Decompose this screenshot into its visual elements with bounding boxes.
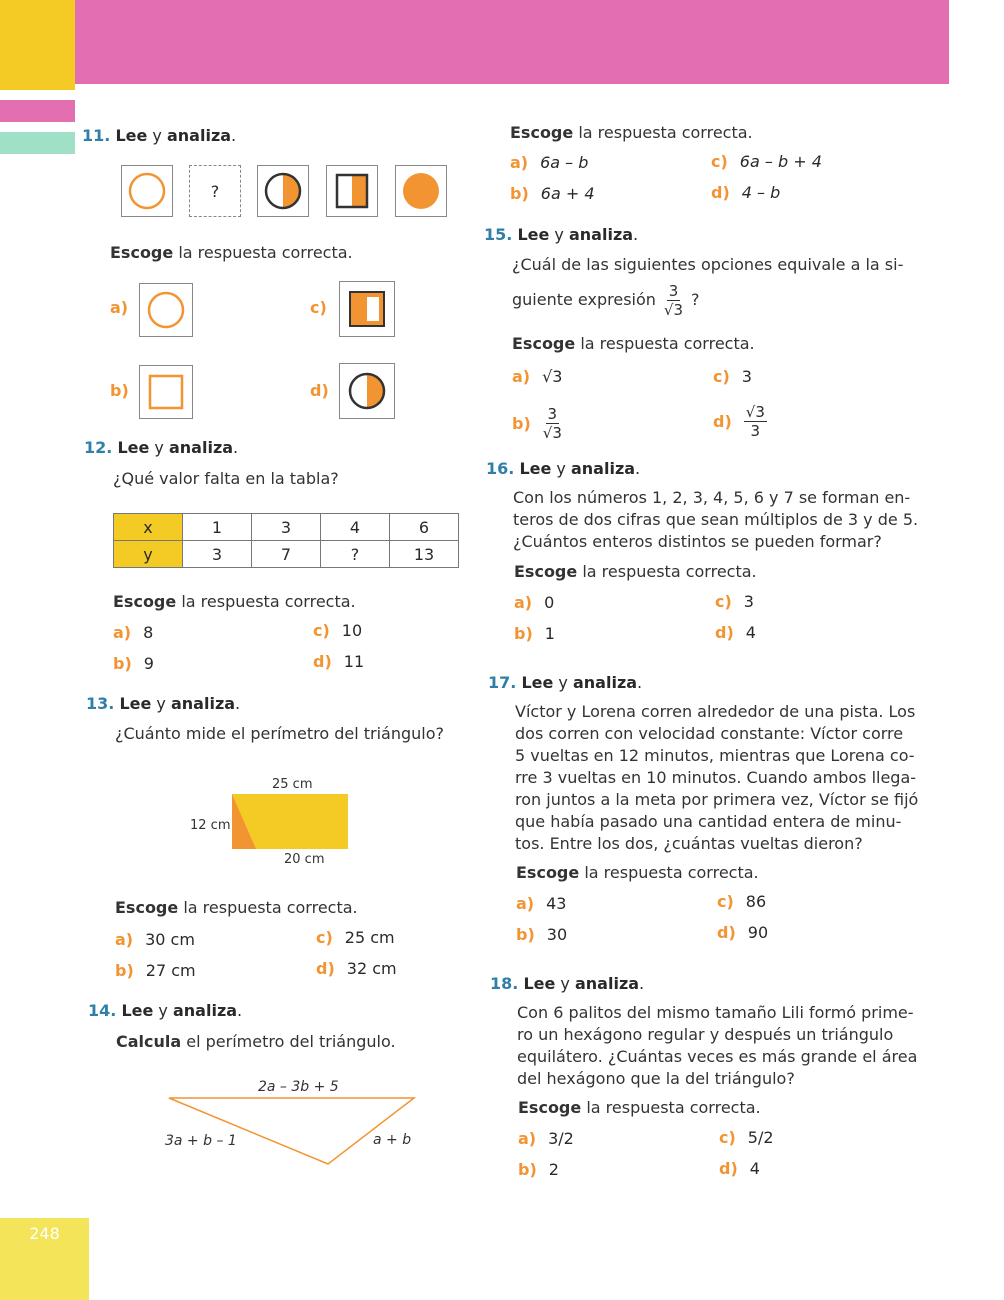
square-empty-icon (140, 366, 192, 418)
q18-option-d[interactable]: d) 4 (719, 1159, 760, 1178)
q13-option-c[interactable]: c) 25 cm (316, 928, 395, 947)
q13-label-bottom: 20 cm (284, 852, 325, 867)
q13-option-a[interactable]: a) 30 cm (115, 930, 195, 949)
q17-instruction: Escoge la respuesta correcta. (516, 863, 759, 882)
q18-option-a[interactable]: a) 3/2 (518, 1129, 574, 1148)
q18-option-c[interactable]: c) 5/2 (719, 1128, 774, 1147)
q12-option-b[interactable]: b) 9 (113, 654, 154, 673)
q14-option-c[interactable]: c) 6a – b + 4 (711, 152, 822, 171)
q15-expression: $\frac{3}{√3}$ (663, 281, 684, 319)
table-cell: 4 (321, 514, 390, 541)
q13-label-top: 25 cm (272, 777, 313, 792)
sequence-circle-half (257, 165, 309, 217)
table-cell-missing: ? (321, 541, 390, 568)
q13-option-d[interactable]: d) 32 cm (316, 959, 397, 978)
q12-option-d[interactable]: d) 11 (313, 652, 365, 671)
sequence-square-half (326, 165, 378, 217)
q11-number: 11. (82, 126, 111, 145)
q17-option-d[interactable]: d) 90 (717, 923, 769, 942)
header-pink-band (75, 0, 949, 84)
q17-option-a[interactable]: a) 43 (516, 894, 567, 913)
q14-option-d[interactable]: d) 4 – b (711, 183, 781, 202)
q15-prompt-line2: guiente expresión $\frac{3}{√3}$ ? (512, 281, 700, 319)
table-cell: 3 (252, 514, 321, 541)
q18-prompt: Con 6 palitos del mismo tamaño Lili formó prime- ro un hexágono regular y después un triángulo equilátero. ¿Cuántas veces es más grande el área del hexágono que la del triángulo? (517, 1003, 918, 1088)
q12-heading: 12. Lee y analiza. (84, 438, 239, 457)
q15-option-b[interactable]: b) $\frac{3}{√3}$ (512, 404, 562, 442)
header-yellow-block (0, 0, 75, 90)
sequence-circle-empty (121, 165, 173, 217)
q17-option-b[interactable]: b) 30 (516, 925, 568, 944)
q13-instruction: Escoge la respuesta correcta. (115, 898, 358, 917)
table-cell: 13 (390, 541, 459, 568)
table-x-label: x (114, 514, 183, 541)
q11-option-b-figure (139, 365, 193, 419)
q14-label-top: 2a – 3b + 5 (258, 1079, 339, 1095)
q12-option-a[interactable]: a) 8 (113, 623, 154, 642)
table-y-label: y (114, 541, 183, 568)
q11-heading: 11. Lee y analiza. (82, 126, 237, 145)
q18-heading: 18. Lee y analiza. (490, 974, 645, 993)
page-number: 248 (29, 1224, 60, 1243)
circle-empty-icon (122, 166, 172, 216)
square-half-icon (340, 282, 394, 336)
q16-prompt: Con los números 1, 2, 3, 4, 5, 6 y 7 se forman en- teros de dos cifras que sean múltiplos de 3 y de 5. ¿Cuántos enteros distintos se pueden formar? (513, 488, 919, 551)
q11-option-a[interactable]: a) (110, 298, 129, 317)
circle-half-icon (258, 166, 308, 216)
q11-option-d[interactable]: d) (310, 381, 329, 400)
q14-label-left: 3a + b – 1 (165, 1133, 237, 1149)
q18-instruction: Escoge la respuesta correcta. (518, 1098, 761, 1117)
q16-option-d[interactable]: d) 4 (715, 623, 756, 642)
q17-option-c[interactable]: c) 86 (717, 892, 767, 911)
q11-option-c-figure (339, 281, 395, 337)
q12-value-table (113, 513, 459, 568)
q14-option-b[interactable]: b) 6a + 4 (510, 184, 595, 203)
q15-prompt-line1: ¿Cuál de las siguientes opciones equivale a la si- (512, 255, 904, 274)
q16-option-b[interactable]: b) 1 (514, 624, 555, 643)
q13-heading: 13. Lee y analiza. (86, 694, 241, 713)
q12-option-c[interactable]: c) 10 (313, 621, 363, 640)
square-half-icon (327, 166, 377, 216)
side-tab-mint (0, 132, 75, 154)
side-tab-pink (0, 100, 75, 122)
q14-triangle-figure (160, 1090, 430, 1170)
q15-instruction: Escoge la respuesta correcta. (512, 334, 755, 353)
q11-option-c[interactable]: c) (310, 298, 327, 317)
circle-empty-icon (140, 284, 192, 336)
table-cell: 7 (252, 541, 321, 568)
table-cell: 6 (390, 514, 459, 541)
circle-full-icon (396, 166, 446, 216)
q14-label-right: a + b (373, 1132, 412, 1148)
q16-instruction: Escoge la respuesta correcta. (514, 562, 757, 581)
table-cell: 3 (183, 541, 252, 568)
q11-option-b[interactable]: b) (110, 381, 129, 400)
q14-option-a[interactable]: a) 6a – b (510, 153, 589, 172)
q15-option-c[interactable]: c) 3 (713, 367, 752, 386)
q17-heading: 17. Lee y analiza. (488, 673, 643, 692)
q15-heading: 15. Lee y analiza. (484, 225, 639, 244)
q16-option-c[interactable]: c) 3 (715, 592, 754, 611)
table-cell: 1 (183, 514, 252, 541)
q12-prompt: ¿Qué valor falta en la tabla? (113, 469, 339, 488)
q15-option-d[interactable]: d) $\frac{√3}{3}$ (713, 402, 765, 440)
q14-heading: 14. Lee y analiza. (88, 1001, 243, 1020)
q12-instruction: Escoge la respuesta correcta. (113, 592, 356, 611)
q13-label-left: 12 cm (190, 818, 231, 833)
q14-instruction: Escoge la respuesta correcta. (510, 123, 753, 142)
q15-option-a[interactable]: a) √3 (512, 367, 563, 386)
q17-prompt: Víctor y Lorena corren alrededor de una pista. Los dos corren con velocidad constante: Víctor corre 5 vueltas en 12 minutos, mientras que Lorena co- rre 3 vueltas en 10 minutos. Cuando ambos llega- ron juntos a la meta por primera vez, Víctor se fijó que había pasado una cantidad entera de minu- tos. Entre los dos, ¿cuántas vueltas dieron? (515, 702, 919, 853)
q11-option-a-figure (139, 283, 193, 337)
q18-option-b[interactable]: b) 2 (518, 1160, 559, 1179)
q16-heading: 16. Lee y analiza. (486, 459, 641, 478)
circle-half-icon (340, 364, 394, 418)
q14-triangle (169, 1098, 414, 1164)
sequence-missing: ? (189, 165, 241, 217)
q13-prompt: ¿Cuánto mide el perímetro del triángulo? (115, 724, 445, 743)
q11-option-d-figure (339, 363, 395, 419)
q14-prompt: Calcula el perímetro del triángulo. (116, 1032, 396, 1051)
sequence-circle-full (395, 165, 447, 217)
q13-option-b[interactable]: b) 27 cm (115, 961, 196, 980)
q11-instruction: Escoge la respuesta correcta. (110, 243, 353, 262)
q16-option-a[interactable]: a) 0 (514, 593, 555, 612)
